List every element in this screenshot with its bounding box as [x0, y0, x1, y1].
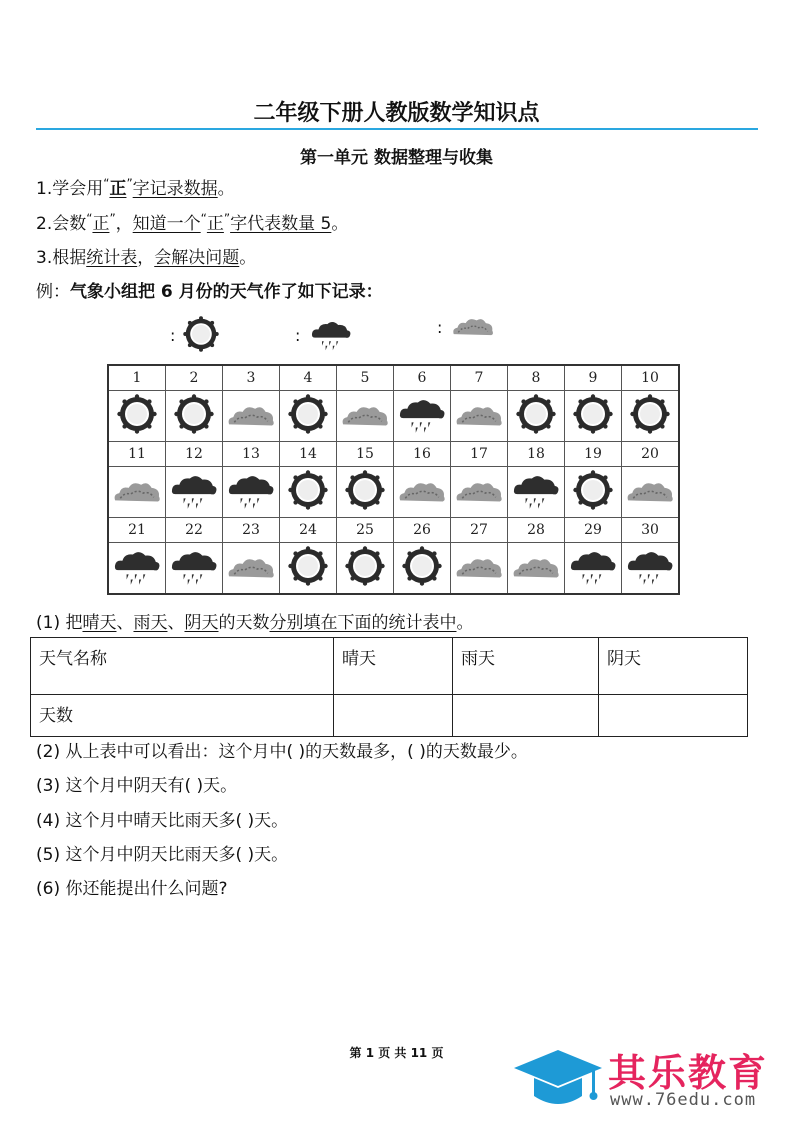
sun-icon	[288, 546, 328, 590]
example-text: 气象小组把 6 月份的天气作了如下记录：	[70, 282, 383, 302]
legend-colon-rain: :	[295, 326, 301, 345]
question-3: (3) 这个月中阴天有( )天。	[36, 776, 238, 796]
q1-sep1: 、	[116, 613, 134, 633]
weather-legend	[165, 316, 705, 356]
calendar-weather-cell	[337, 543, 394, 595]
calendar-weather-cell	[508, 543, 565, 595]
calendar-weather-cell	[108, 391, 166, 442]
calendar-day-number: 24	[280, 518, 337, 543]
point-2-suffix: 字代表数量 5	[230, 214, 332, 234]
point-3-term2: 会解决问题	[154, 248, 240, 268]
calendar-weather-cell	[108, 543, 166, 595]
calendar-day-number: 21	[108, 518, 166, 543]
calendar-icon-row	[108, 391, 679, 442]
calendar-day-number: 13	[223, 442, 280, 467]
graduation-cap-icon	[512, 1046, 604, 1120]
header-rainy: 雨天	[453, 638, 599, 695]
cloud-icon	[226, 401, 276, 431]
calendar-weather-cell	[394, 467, 451, 518]
calendar-day-number: 30	[622, 518, 680, 543]
sun-icon	[402, 546, 442, 590]
q1-instruction: 分别填在下面的统计表中	[269, 613, 457, 633]
calendar-weather-cell	[280, 467, 337, 518]
calendar-weather-cell	[565, 391, 622, 442]
calendar-weather-cell	[166, 543, 223, 595]
cloud-icon	[454, 401, 504, 431]
sun-icon	[174, 394, 214, 438]
calendar-day-number: 19	[565, 442, 622, 467]
legend-rain-icon	[307, 316, 355, 356]
question-6: (6) 你还能提出什么问题?	[36, 879, 228, 899]
sun-icon	[288, 394, 328, 438]
question-1	[36, 608, 473, 633]
rain-icon	[169, 469, 219, 515]
calendar-weather-cell	[394, 543, 451, 595]
calendar-weather-cell	[451, 467, 508, 518]
calendar-weather-cell	[166, 391, 223, 442]
calendar-icon-row	[108, 467, 679, 518]
calendar-weather-cell	[508, 467, 565, 518]
example-label: 例：	[36, 282, 70, 302]
cloud-icon	[454, 553, 504, 583]
point-3-prefix: 3.根据	[36, 248, 87, 268]
point-2: 2.会数“正”，知道一个“正”字代表数量 5。	[36, 211, 349, 234]
calendar-day-number: 15	[337, 442, 394, 467]
point-1: 1.学会用“正”字记录数据。	[36, 176, 235, 199]
calendar-day-row	[108, 518, 679, 543]
calendar-day-number: 7	[451, 365, 508, 391]
legend-sun-icon	[183, 316, 219, 356]
calendar-day-number: 3	[223, 365, 280, 391]
rain-icon	[625, 545, 675, 591]
calendar-weather-cell	[280, 543, 337, 595]
point-1-end: 。	[217, 179, 235, 199]
calendar-weather-cell	[451, 543, 508, 595]
title-divider	[36, 128, 758, 130]
point-2-comma: ，	[115, 214, 133, 234]
row-label-days: 天数	[31, 695, 334, 737]
logo-url: www.76edu.com	[610, 1090, 757, 1110]
calendar-weather-cell	[394, 391, 451, 442]
cloud-icon	[511, 553, 561, 583]
stats-table	[30, 637, 748, 737]
rain-icon	[112, 545, 162, 591]
calendar-weather-cell	[622, 543, 680, 595]
sun-icon	[573, 470, 613, 514]
point-3-term1: 统计表	[86, 248, 138, 268]
cell-cloudy-days[interactable]	[599, 695, 748, 737]
sun-icon	[288, 470, 328, 514]
calendar-day-row	[108, 442, 679, 467]
rain-icon	[169, 545, 219, 591]
legend-colon-cloud: :	[437, 318, 443, 337]
point-2-phrase: 知道一个	[132, 214, 201, 234]
calendar-day-number: 27	[451, 518, 508, 543]
calendar-day-number: 17	[451, 442, 508, 467]
question-5: (5) 这个月中阴天比雨天多( )天。	[36, 845, 289, 865]
calendar-weather-cell	[337, 391, 394, 442]
calendar-day-number: 22	[166, 518, 223, 543]
calendar-weather-cell	[280, 391, 337, 442]
calendar-day-number: 5	[337, 365, 394, 391]
page-title: 二年级下册人教版数学知识点	[253, 101, 540, 126]
sun-icon	[345, 546, 385, 590]
q1-days: 的天数	[218, 613, 270, 633]
legend-cloud-icon	[450, 314, 496, 340]
calendar-weather-cell	[108, 467, 166, 518]
q1-prefix: (1) 把	[36, 613, 83, 633]
point-3-end: 。	[239, 248, 257, 268]
header-sunny: 晴天	[334, 638, 453, 695]
cloud-icon	[454, 477, 504, 507]
calendar-day-number: 12	[166, 442, 223, 467]
rain-icon	[511, 469, 561, 515]
rain-icon	[226, 469, 276, 515]
calendar-day-number: 2	[166, 365, 223, 391]
rain-icon	[568, 545, 618, 591]
calendar-day-number: 8	[508, 365, 565, 391]
calendar-day-number: 20	[622, 442, 680, 467]
calendar-day-number: 18	[508, 442, 565, 467]
calendar-day-number: 26	[394, 518, 451, 543]
cloud-icon	[226, 553, 276, 583]
header-cloudy: 阴天	[599, 638, 748, 695]
point-2-end: 。	[331, 214, 349, 234]
calendar-day-number: 25	[337, 518, 394, 543]
point-2-prefix: 2.会数	[36, 214, 87, 234]
example-line	[36, 277, 383, 302]
q1-cloudy: 阴天	[184, 613, 219, 633]
sun-icon	[345, 470, 385, 514]
page-footer: 第 1 页 共 11 页	[349, 1046, 444, 1060]
calendar-weather-cell	[451, 391, 508, 442]
question-2: (2) 从上表中可以看出：这个月中( )的天数最多，( )的天数最少。	[36, 742, 528, 762]
point-2-word1: 正	[92, 214, 110, 234]
cloud-icon	[397, 477, 447, 507]
sun-icon	[516, 394, 556, 438]
calendar-day-number: 10	[622, 365, 680, 391]
sun-icon	[630, 394, 670, 438]
calendar-day-number: 23	[223, 518, 280, 543]
logo-name: 其乐教育	[608, 1051, 769, 1095]
cloud-icon	[340, 401, 390, 431]
calendar-day-number: 9	[565, 365, 622, 391]
rain-icon	[397, 393, 447, 439]
calendar-weather-cell	[565, 467, 622, 518]
q1-end: 。	[456, 613, 474, 633]
header-weather-name: 天气名称	[31, 638, 334, 695]
calendar-day-number: 29	[565, 518, 622, 543]
calendar-weather-cell	[508, 391, 565, 442]
cell-rainy-days[interactable]	[453, 695, 599, 737]
calendar-day-number: 28	[508, 518, 565, 543]
point-2-word2: 正	[206, 214, 224, 234]
point-3	[36, 243, 256, 268]
calendar-day-number: 16	[394, 442, 451, 467]
q1-sep2: 、	[167, 613, 185, 633]
calendar-weather-cell	[337, 467, 394, 518]
calendar-day-number: 14	[280, 442, 337, 467]
q1-rainy: 雨天	[133, 613, 168, 633]
calendar-weather-cell	[622, 467, 680, 518]
cloud-icon	[625, 477, 675, 507]
question-4: (4) 这个月中晴天比雨天多( )天。	[36, 811, 289, 831]
point-1-suffix: 字记录数据	[132, 179, 218, 199]
q1-sunny: 晴天	[82, 613, 117, 633]
weather-calendar	[107, 364, 680, 595]
calendar-day-number: 1	[108, 365, 166, 391]
calendar-weather-cell	[565, 543, 622, 595]
calendar-weather-cell	[223, 467, 280, 518]
calendar-icon-row	[108, 543, 679, 595]
point-1-word: 正	[109, 179, 127, 199]
point-1-prefix: 1.学会用	[36, 179, 104, 199]
calendar-day-number: 4	[280, 365, 337, 391]
calendar-day-row	[108, 365, 679, 391]
calendar-weather-cell	[166, 467, 223, 518]
point-3-comma: ，	[137, 248, 155, 268]
legend-colon-sun: :	[170, 326, 176, 345]
section-title: 第一单元 数据整理与收集	[300, 148, 493, 168]
calendar-weather-cell	[223, 543, 280, 595]
calendar-day-number: 11	[108, 442, 166, 467]
calendar-weather-cell	[622, 391, 680, 442]
calendar-day-number: 6	[394, 365, 451, 391]
cell-sunny-days[interactable]	[334, 695, 453, 737]
sun-icon	[573, 394, 613, 438]
cloud-icon	[112, 477, 162, 507]
sun-icon	[117, 394, 157, 438]
calendar-weather-cell	[223, 391, 280, 442]
